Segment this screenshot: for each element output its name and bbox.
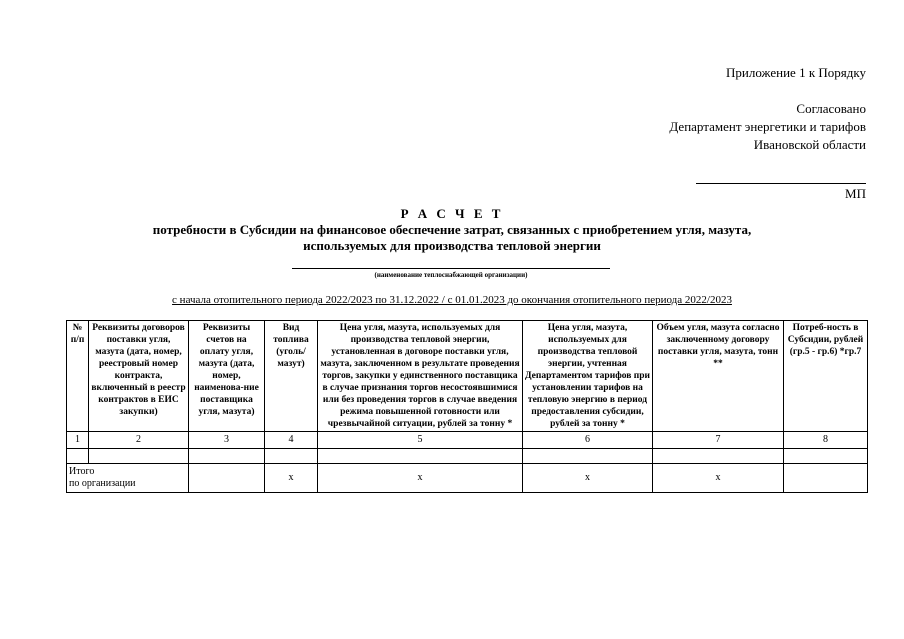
empty-cell [189, 449, 265, 464]
organization-name-line [292, 268, 610, 269]
column-number: 1 [67, 432, 89, 449]
approval-line-agreed: Согласовано [796, 101, 866, 116]
organization-caption: (наименование теплоснабжающей организации) [374, 271, 528, 279]
document-subtitle [80, 222, 824, 254]
stamp-place-label: МП [845, 186, 866, 201]
empty-cell [784, 449, 868, 464]
signature-line [696, 183, 866, 184]
column-number: 3 [189, 432, 265, 449]
subtitle-line-2: используемых для производства тепловой энергии [303, 238, 601, 253]
total-label-line-1: Итого [69, 466, 95, 477]
subtitle-line-1: потребности в Субсидии на финансовое обеспечение затрат, связанных с приобретением угля, мазута, [152, 222, 752, 237]
total-cell-7: x [653, 464, 784, 493]
header-contract-details: Реквизиты договоров поставки угля, мазута (дата, номер, реестровый номер контракта, включенный в реестр контрактов в ЕИС закупки) [89, 321, 189, 432]
total-row [67, 464, 868, 493]
header-contract-price: Цена угля, мазута, используемых для производства тепловой энергии, установленная в договоре поставки угля, мазута, заключенном в результате проведения торгов, закупки у единственного поставщика в случае признания торгов несостоявшимися или без проведения торгов в случае введения режима повышенной готовности или чрезвычайной ситуации, рублей за тонну * [318, 321, 523, 432]
header-invoice-details: Реквизиты счетов на оплату угля, мазута (дата, номер, наименова-ние поставщика угля, мазута) [189, 321, 265, 432]
calculation-table [66, 320, 868, 493]
document-title: Р А С Ч Е Т [400, 206, 504, 221]
empty-cell [523, 449, 653, 464]
table-row [67, 449, 868, 464]
empty-cell [89, 449, 189, 464]
header-fuel-type: Вид топлива (уголь/ мазут) [265, 321, 318, 432]
empty-cell [318, 449, 523, 464]
empty-cell [67, 449, 89, 464]
column-number: 4 [265, 432, 318, 449]
column-number: 8 [784, 432, 868, 449]
total-cell-8 [784, 464, 868, 493]
column-number: 6 [523, 432, 653, 449]
approval-line-region: Ивановской области [753, 137, 866, 152]
column-number: 2 [89, 432, 189, 449]
total-cell-6: x [523, 464, 653, 493]
header-subsidy-need: Потреб-ность в Субсидии, рублей (гр.5 - гр.6) *гр.7 [784, 321, 868, 432]
total-cell-5: x [318, 464, 523, 493]
approval-line-department: Департамент энергетики и тарифов [669, 119, 866, 134]
header-volume: Объем угля, мазута согласно заключенному договору поставки угля, мазута, тонн ** [653, 321, 784, 432]
column-number: 7 [653, 432, 784, 449]
column-number-row [67, 432, 868, 449]
period-line: с начала отопительного периода 2022/2023 по 31.12.2022 / с 01.01.2023 до окончания отопительного периода 2022/2023 [172, 294, 732, 306]
total-cell-4: x [265, 464, 318, 493]
approval-block [669, 100, 866, 154]
table-header-row [67, 321, 868, 432]
total-label [67, 464, 189, 493]
header-number: № п/п [67, 321, 89, 432]
column-number: 5 [318, 432, 523, 449]
header-tariff-price: Цена угля, мазута, используемых для производства тепловой энергии, учтенная Департаментом тарифов при установлении тарифов на тепловую энергию в период предоставления субсидии, рублей за тонну * [523, 321, 653, 432]
empty-cell [265, 449, 318, 464]
total-cell-3 [189, 464, 265, 493]
appendix-label: Приложение 1 к Порядку [726, 65, 866, 80]
total-label-line-2: по организации [69, 478, 136, 489]
empty-cell [653, 449, 784, 464]
